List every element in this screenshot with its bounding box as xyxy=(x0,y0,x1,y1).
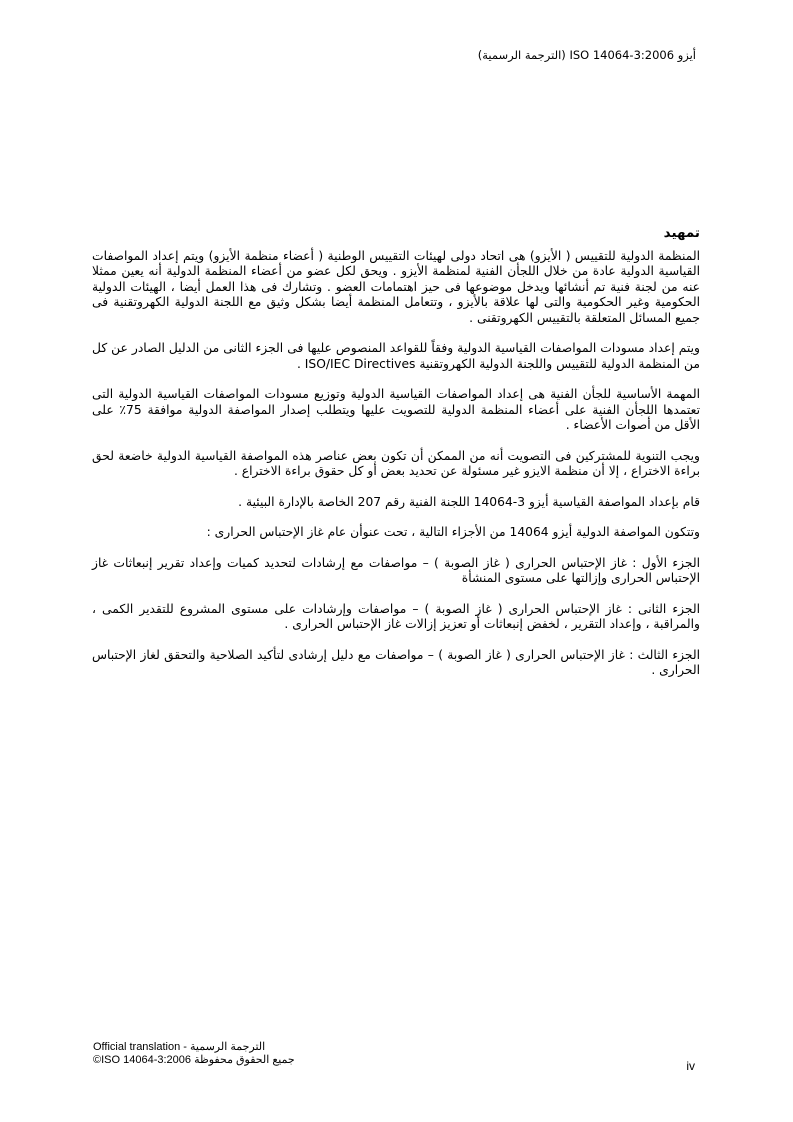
document-body xyxy=(92,226,700,694)
page-footer xyxy=(93,1041,295,1067)
section-title: تمهيد xyxy=(663,225,700,241)
paragraph-2: ويتم إعداد مسودات المواصفات القياسية الدولية وفقاً للقواعد المنصوص عليها فى الجزء الثانى من الدليل الصادر عن كل من المنظمة الدولية للتقييس واللجنة الدولية الكهروتقنية ISO/IEC Directives . xyxy=(92,341,700,371)
paragraph-8: الجزء الثانى : غاز الإحتباس الحرارى ( غاز الصوبة ) – مواصفات وإرشادات على مستوى المشروع للتقدير الكمى ، والمراقبة ، وإعداد التقرير ، لخفض إنبعاثات أو تعزيز إزالات غاز الإحتباس الحرارى . xyxy=(92,601,700,631)
running-header: أيزو ISO 14064-3:2006 (الترجمة الرسمية) xyxy=(477,48,696,62)
paragraph-6: وتتكون المواصفة الدولية أيزو 14064 من الأجزاء التالية ، تحت عنوأن عام غاز الإحتباس الحرارى : xyxy=(206,525,700,539)
paragraph-9: الجزء الثالث : غاز الإحتباس الحرارى ( غاز الصوبة ) – مواصفات مع دليل إرشادى لتأكيد الصلاحية والتحقق لغاز الإحتباس الحرارى . xyxy=(92,647,700,677)
paragraph-7: الجزء الأول : غاز الإحتباس الحرارى ( غاز الصوبة ) – مواصفات مع إرشادات لتحديد كميات وإعداد تقرير إنبعاثات غاز الإحتباس الحرارى وإزالتها على مستوى المنشأة xyxy=(92,555,700,585)
footer-copyright: ©ISO 14064-3:2006 جميع الحقوق محفوظة xyxy=(93,1054,295,1066)
paragraph-1: المنظمة الدولية للتقييس ( الأيزو) هى اتحاد دولى لهيئات التقييس الوطنية ( أعضاء منظمة الأيزو) ويتم إعداد المواصفات القياسية الدولية عادة من خلال اللجأن الفنية لمنظمة الأيزو . ويحق لكل عضو من أعضاء المنظمة الدولية أنه يعين ممثلا عنه من لجنة فنية تم أنشائها ويدخل موضوعها فى حيز اهتمامات العضو . وتشارك فى هذا العمل أيضا ، الهيئات الدولية الحكومية وغير الحكومية والتى لها علاقة بالأيزو ، وتتعامل المنظمة أيضا بشكل وثيق مع اللجنة الدولية الكهروتقنية فى جميع المسائل المتعلقة بالتقييس الكهروتقنى . xyxy=(92,248,700,325)
paragraph-4: ويجب التنوية للمشتركين فى التصويت أنه من الممكن أن تكون بعض عناصر هذه المواصفة القياسية الدولية خاضعة لحق براءة الاختراع ، إلا أن منظمة الايزو غير مسئولة عن تحديد بعض أو كل حقوق براءة الاختراع . xyxy=(92,448,700,478)
footer-translation-note: Official translation - الترجمة الرسمية xyxy=(93,1041,266,1053)
paragraph-3: المهمة الأساسية للجأن الفنية هى إعداد المواصفات القياسية الدولية وتوزيع مسودات المواصفات القياسية الدولية التى تعتمدها اللجأن الفنية على أعضاء المنظمة الدولية للتصويت عليها ويتطلب إصدار المواصفة الدولية موافقة 75٪ على الأقل من أصوات الأعضاء . xyxy=(92,387,700,432)
paragraph-5: قام بإعداد المواصفة القياسية أيزو 3-14064 اللجنة الفنية رقم 207 الخاصة بالإدارة البيئية . xyxy=(238,494,700,509)
page-number: iv xyxy=(686,1059,695,1073)
